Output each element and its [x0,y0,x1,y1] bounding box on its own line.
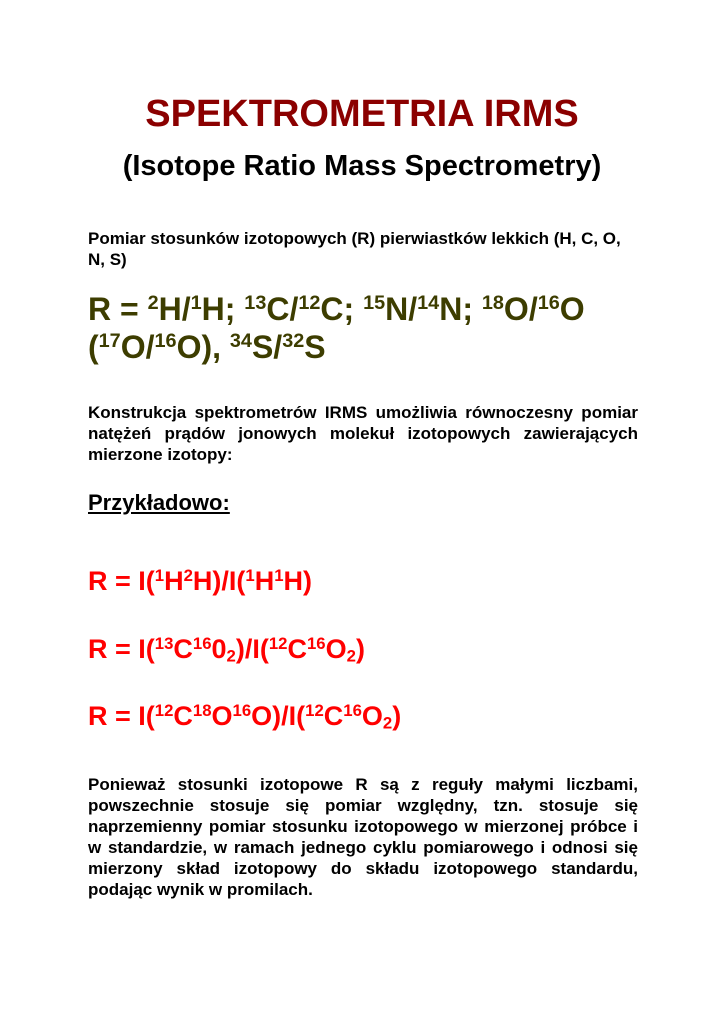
formula-text: ) [392,701,402,731]
isotope-ratio-formula [88,290,648,366]
conclusion-paragraph: Ponieważ stosunki izotopowe R są z reguły małymi liczbami, powszechnie stosuje się pomiar względny, tzn. stosuje się naprzemienny pomiar stosunku izotopowego w mierzonej próbce i w standardzie, w ramach jednego cyklu pomiarowego i odnosi się mierzony skład izotopowy do składu izotopowego standardu, podając wynik w promilach. [88,775,638,899]
formula-text: O)/I( [251,701,306,731]
formula-text: O [325,634,347,664]
formula-sup: 16 [306,633,326,653]
example-formula-oxygen [88,700,401,732]
formula-sup: 1 [154,565,165,585]
formula-sup: 16 [154,330,177,353]
formula-text: )/I( [235,634,269,664]
formula-sup: 34 [229,330,252,353]
formula-text: C; [320,291,364,327]
formula-text: H [164,566,184,596]
formula-text: H) [283,566,312,596]
formula-text: S [304,329,326,365]
formula-text: N/ [385,291,418,327]
formula-text: H/ [158,291,191,327]
formula-text: C [323,701,344,731]
formula-text: ) [355,634,365,664]
formula-sup: 16 [232,700,252,720]
construction-paragraph: Konstrukcja spektrometrów IRMS umożliwia równoczesny pomiar natężeń prądów jonowych molekuł izotopowych zawierających mierzone izotopy: [88,403,638,464]
example-formula-hydrogen [88,565,312,597]
formula-text: C [173,701,193,731]
formula-sub: 2 [346,646,356,666]
intro-paragraph: Pomiar stosunków izotopowych (R) pierwiastków lekkich (H, C, O, N, S) [88,229,621,269]
formula-text: O/ [120,329,155,365]
formula-text: C [287,634,307,664]
formula-sup: 16 [537,292,560,315]
formula-sup: 12 [154,700,174,720]
formula-text: O/ [503,291,538,327]
formula-text: C [173,634,193,664]
formula-text: H; [201,291,245,327]
formula-sup: 17 [98,330,121,353]
formula-sup: 13 [244,292,267,315]
formula-sup: 1 [274,565,284,585]
formula-sup: 15 [363,292,386,315]
page-subtitle: (Isotope Ratio Mass Spectrometry) [122,150,602,182]
page-title: SPEKTROMETRIA IRMS [145,93,579,135]
formula-text: R = I( [88,634,155,664]
formula-sup: 14 [417,292,440,315]
formula-sup: 12 [268,633,288,653]
formula-sup: 18 [192,700,212,720]
formula-text: N; [439,291,482,327]
formula-text: O ( [88,291,585,365]
formula-text: R = I( [88,566,155,596]
formula-text: C/ [266,291,299,327]
formula-sup: 18 [481,292,504,315]
formula-text: H [254,566,275,596]
formula-sup: 1 [190,292,202,315]
formula-text: S/ [251,329,283,365]
formula-text: R = [88,291,148,327]
formula-sup: 1 [245,565,255,585]
formula-sup: 32 [282,330,305,353]
formula-text: H)/I( [192,566,246,596]
formula-sup: 16 [192,633,212,653]
formula-text: O [211,701,233,731]
formula-text: O [361,701,383,731]
example-formula-carbon [88,633,365,665]
formula-sup: 12 [298,292,321,315]
formula-sup: 16 [343,700,362,720]
example-heading: Przykładowo: [88,490,230,515]
formula-sup: 13 [154,633,174,653]
formula-text: R = I( [88,701,155,731]
formula-sub: 2 [382,713,393,733]
formula-sup: 12 [305,700,324,720]
formula-sub: 2 [226,646,236,666]
formula-text: O), [176,329,230,365]
formula-sup: 2 [147,292,159,315]
formula-text: 0 [211,634,227,664]
formula-sup: 2 [183,565,193,585]
